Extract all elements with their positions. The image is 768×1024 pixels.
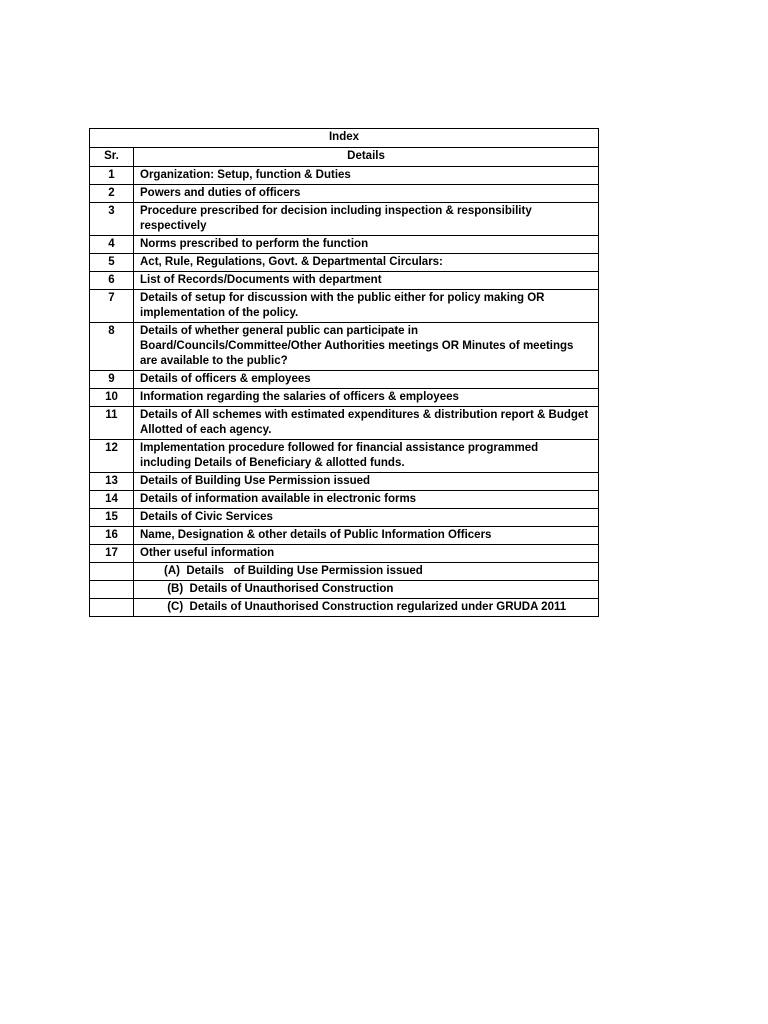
sub-row-sr-empty	[90, 599, 134, 617]
row-sr: 12	[90, 440, 134, 473]
header-sr: Sr.	[90, 148, 134, 167]
sub-row-details: (A) Details of Building Use Permission issued	[134, 563, 599, 581]
row-sr: 16	[90, 527, 134, 545]
row-details: Implementation procedure followed for financial assistance programmed including Details of Beneficiary & allotted funds.	[134, 440, 599, 473]
table-row	[90, 389, 599, 407]
table-row	[90, 167, 599, 185]
row-sr: 10	[90, 389, 134, 407]
sub-row-sr-empty	[90, 563, 134, 581]
header-row	[90, 148, 599, 167]
table-row	[90, 407, 599, 440]
table-row	[90, 254, 599, 272]
table-row	[90, 236, 599, 254]
table-row	[90, 473, 599, 491]
table-row	[90, 323, 599, 371]
table-row	[90, 272, 599, 290]
table-sub-row	[90, 581, 599, 599]
row-details: Details of Building Use Permission issued	[134, 473, 599, 491]
row-details: List of Records/Documents with department	[134, 272, 599, 290]
row-sr: 4	[90, 236, 134, 254]
table-sub-row	[90, 599, 599, 617]
row-sr: 8	[90, 323, 134, 371]
row-details: Other useful information	[134, 545, 599, 563]
table-sub-row	[90, 563, 599, 581]
row-details: Procedure prescribed for decision including inspection & responsibility respectively	[134, 203, 599, 236]
row-sr: 17	[90, 545, 134, 563]
row-details: Details of officers & employees	[134, 371, 599, 389]
row-details: Organization: Setup, function & Duties	[134, 167, 599, 185]
table-row	[90, 509, 599, 527]
row-details: Powers and duties of officers	[134, 185, 599, 203]
row-sr: 15	[90, 509, 134, 527]
row-sr: 11	[90, 407, 134, 440]
row-sr: 14	[90, 491, 134, 509]
row-details: Name, Designation & other details of Public Information Officers	[134, 527, 599, 545]
row-details: Norms prescribed to perform the function	[134, 236, 599, 254]
index-title: Index	[90, 129, 599, 148]
index-title-row	[90, 129, 599, 148]
row-sr: 6	[90, 272, 134, 290]
sub-row-details: (B) Details of Unauthorised Construction	[134, 581, 599, 599]
row-details: Information regarding the salaries of officers & employees	[134, 389, 599, 407]
table-row	[90, 440, 599, 473]
index-table	[89, 128, 599, 617]
table-row	[90, 527, 599, 545]
table-row	[90, 203, 599, 236]
row-details: Details of All schemes with estimated expenditures & distribution report & Budget Allotted of each agency.	[134, 407, 599, 440]
row-details: Details of information available in electronic forms	[134, 491, 599, 509]
sub-row-sr-empty	[90, 581, 134, 599]
table-row	[90, 290, 599, 323]
index-rows	[90, 167, 599, 563]
row-details: Act, Rule, Regulations, Govt. & Departmental Circulars:	[134, 254, 599, 272]
row-sr: 9	[90, 371, 134, 389]
index-sub-rows	[90, 563, 599, 617]
row-details: Details of setup for discussion with the public either for policy making OR implementation of the policy.	[134, 290, 599, 323]
sub-row-details: (C) Details of Unauthorised Construction regularized under GRUDA 2011	[134, 599, 599, 617]
table-row	[90, 491, 599, 509]
row-sr: 3	[90, 203, 134, 236]
row-sr: 7	[90, 290, 134, 323]
table-row	[90, 545, 599, 563]
row-details: Details of Civic Services	[134, 509, 599, 527]
row-sr: 1	[90, 167, 134, 185]
row-sr: 13	[90, 473, 134, 491]
row-sr: 2	[90, 185, 134, 203]
header-details: Details	[134, 148, 599, 167]
row-details: Details of whether general public can participate in Board/Councils/Committee/Other Authorities meetings OR Minutes of meetings are available to the public?	[134, 323, 599, 371]
table-row	[90, 371, 599, 389]
table-row	[90, 185, 599, 203]
row-sr: 5	[90, 254, 134, 272]
